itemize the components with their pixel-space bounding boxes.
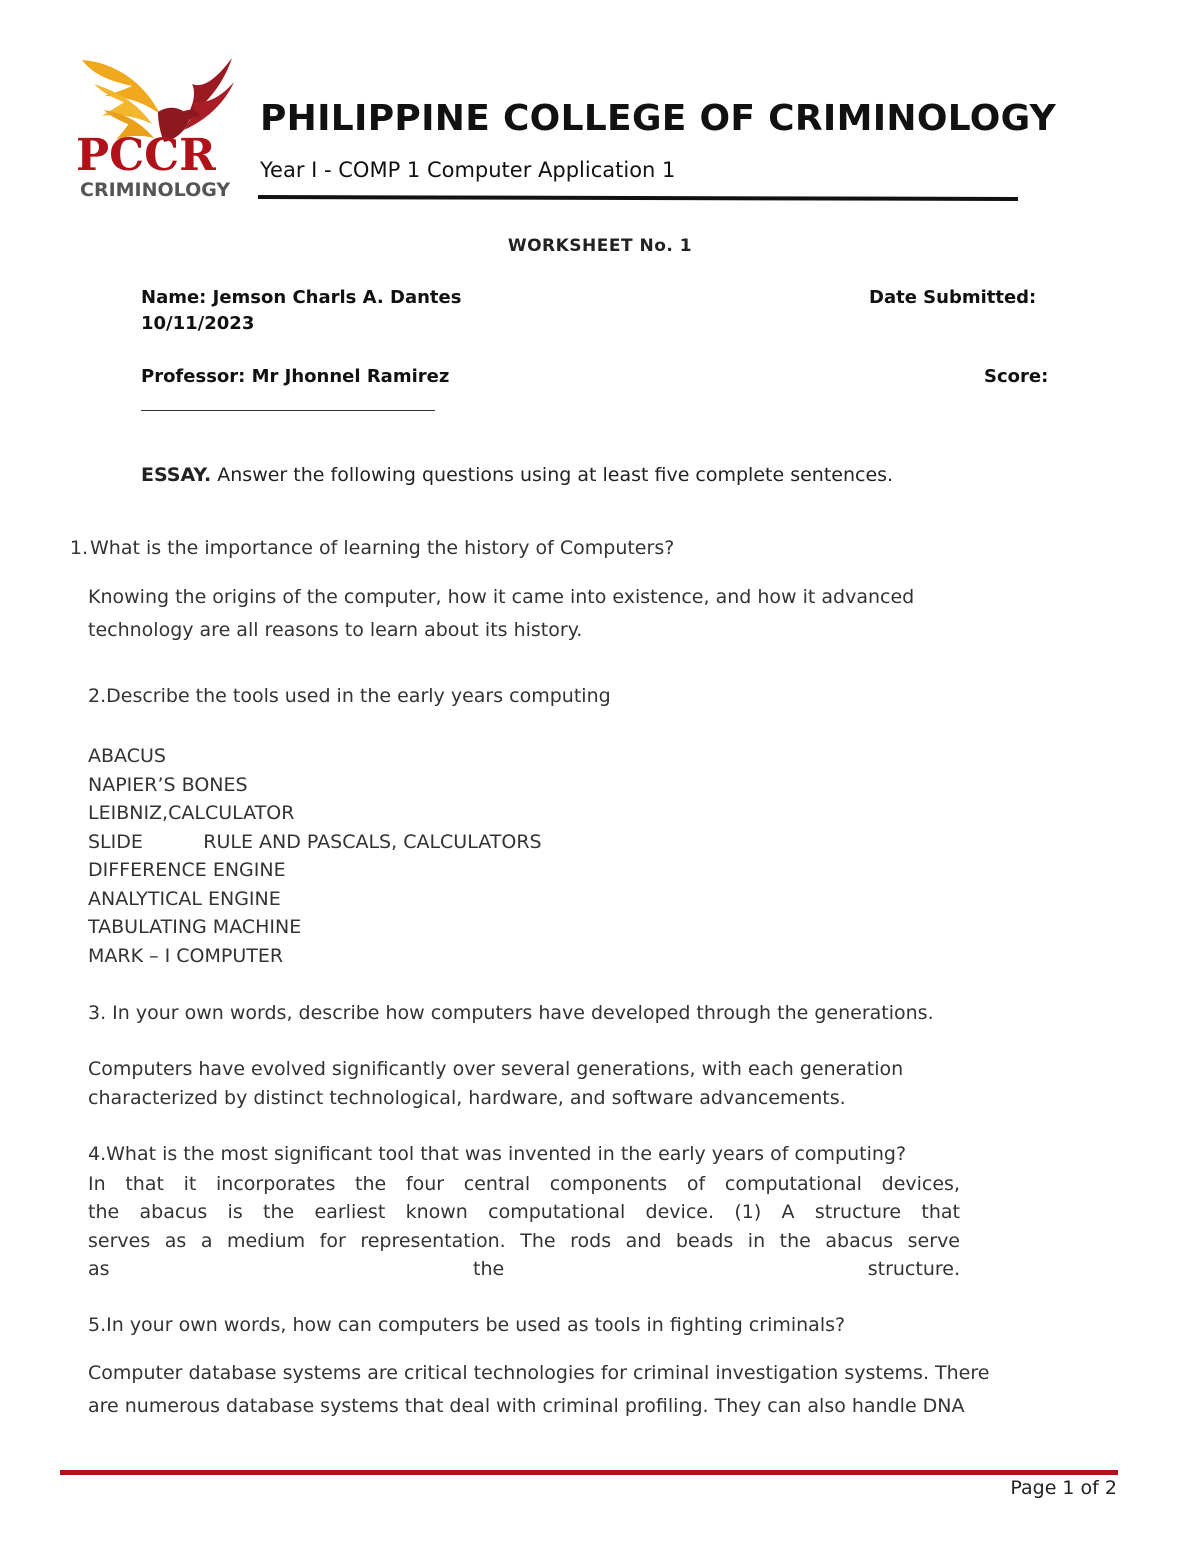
worksheet-title: WORKSHEET No. 1 (507, 236, 693, 256)
logo-subtext: CRIMINOLOGY (80, 179, 231, 201)
footer-rule (60, 1470, 1118, 1475)
header-rule (258, 195, 1018, 201)
list-item: ABACUS (88, 745, 166, 767)
date-submitted-label: Date Submitted: (869, 287, 1037, 308)
answer-4-line: In that it incorporates the four central components of computational devices, (88, 1173, 960, 1195)
question-1-text: What is the importance of learning the history of Computers? (90, 537, 675, 559)
answer-1-line: Knowing the origins of the computer, how it came into existence, and how it advanced (88, 586, 915, 608)
answer-5 (88, 1357, 989, 1422)
professor-name: Professor: Mr Jhonnel Ramirez (141, 366, 450, 387)
list-item: ANALYTICAL ENGINE (88, 887, 281, 910)
pccr-logo (74, 52, 240, 202)
answer-4-line: the abacus is the earliest known computational device. (1) A structure that (88, 1201, 960, 1224)
question-2: 2.Describe the tools used in the early years computing (88, 685, 611, 707)
question-3: 3. In your own words, describe how computers have developed through the generations. (88, 1002, 934, 1024)
essay-instruction (141, 464, 893, 486)
answer-4-line: serves as a medium for representation. The rods and beads in the abacus serve (88, 1229, 960, 1252)
answer-1-line: technology are all reasons to learn about its history. (88, 618, 583, 641)
list-item: DIFFERENCE ENGINE (88, 859, 286, 881)
question-5: 5.In your own words, how can computers be used as tools in fighting criminals? (88, 1314, 846, 1336)
answer-5-line: Computer database systems are critical technologies for criminal investigation systems. There (88, 1362, 990, 1384)
question-1-number: 1. (69, 537, 88, 559)
score-label: Score: (984, 366, 1049, 387)
answer-4-line: as the structure. (88, 1257, 960, 1280)
answer-3 (88, 1055, 903, 1112)
question-4: 4.What is the most significant tool that was invented in the early years of computing? (88, 1143, 907, 1165)
list-item: NAPIER’S BONES (88, 773, 248, 796)
answer-4 (88, 1170, 960, 1283)
college-name: PHILIPPINE COLLEGE OF CRIMINOLOGY (260, 98, 1057, 139)
page-number: Page 1 of 2 (1010, 1477, 1117, 1499)
essay-label: ESSAY. (141, 464, 212, 486)
question-1 (66, 537, 674, 559)
list-item: TABULATING MACHINE (88, 916, 302, 938)
list-item: SLIDE RULE AND PASCALS, CALCULATORS (88, 830, 542, 853)
essay-text: Answer the following questions using at least five complete sentences. (217, 464, 894, 486)
course-line: Year I - COMP 1 Computer Application 1 (260, 158, 676, 182)
answer-1 (88, 581, 914, 646)
student-name: Name: Jemson Charls A. Dantes (141, 287, 462, 308)
answer-3-line: characterized by distinct technological, hardware, and software advancements. (88, 1086, 846, 1109)
answer-5-line: are numerous database systems that deal with criminal profiling. They can also handle DNA (88, 1394, 965, 1417)
score-blank-line (141, 410, 435, 411)
date-submitted-value: 10/11/2023 (141, 313, 255, 334)
answer-2-list (88, 742, 542, 970)
logo-text: PCCR (76, 130, 216, 181)
list-item: LEIBNIZ,CALCULATOR (88, 802, 295, 824)
answer-3-line: Computers have evolved significantly over several generations, with each generation (88, 1058, 904, 1080)
list-item: MARK – I COMPUTER (88, 944, 284, 967)
